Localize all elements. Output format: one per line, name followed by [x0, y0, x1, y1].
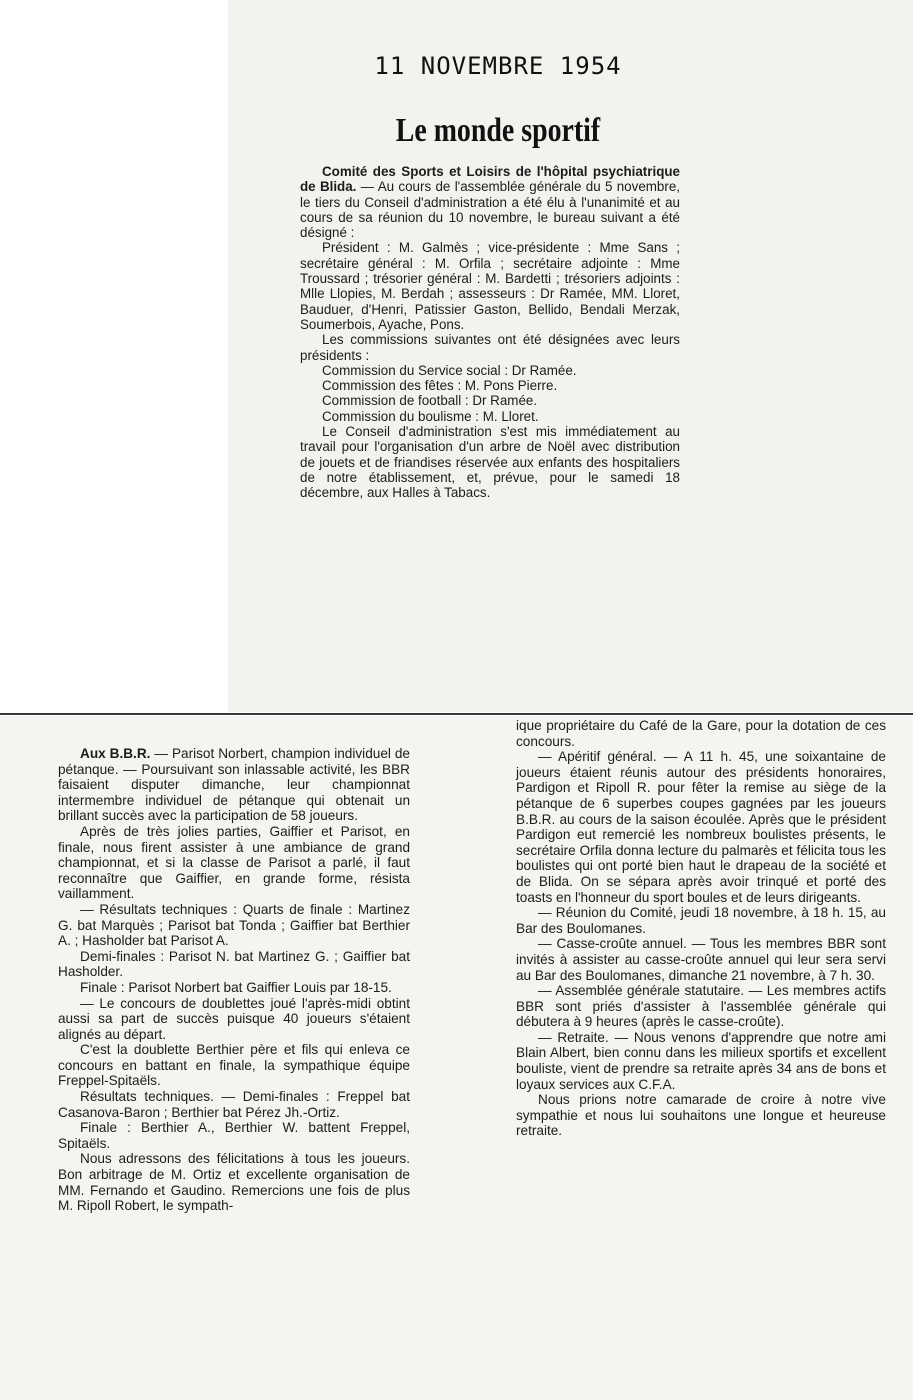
article-paragraph: Président : M. Galmès ; vice-présidente : Mme Sans ; secrétaire général : M. Orfila ; secrétaire adjointe : Mme Troussard ; trésorier général : M. Bardetti ; trésoriers adjoints : Mlle Llopies, M. Berdah ; assesseurs : Dr Ramée, MM. Lloret, Bauduer, d'Henri, Patissier Gaston, Bellido, Bendali Merzak, Soumerbois, Ayache, Pons.	[300, 240, 680, 332]
article-paragraph: Le Conseil d'administration s'est mis immédiatement au travail pour l'organisation d'un arbre de Noël avec distribution de jouets et de friandises réservée aux enfants des hospitaliers de notre établissement, et, prévue, pour le samedi 18 décembre, aux Halles à Tabacs.	[300, 424, 680, 501]
article-paragraph: Commission du boulisme : M. Lloret.	[322, 408, 539, 424]
clipping-divider	[0, 713, 913, 715]
article-column-right	[516, 718, 886, 1139]
article-paragraph: Nous prions notre camarade de croire à notre vive sympathie et nous lui souhaitons une longue et heureuse retraite.	[516, 1092, 886, 1139]
article-paragraph: — Le concours de doublettes joué l'après-midi obtint aussi sa part de succès puisque 40 joueurs s'étaient alignés au départ.	[58, 995, 410, 1042]
article-committee	[300, 164, 680, 501]
article-paragraph: — Réunion du Comité, jeudi 18 novembre, à 18 h. 15, au Bar des Boulomanes.	[516, 905, 886, 936]
section-headline: Le monde sportif	[395, 112, 601, 149]
article-paragraph: — Casse-croûte annuel. — Tous les membres BBR sont invités à assister au casse-croûte annuel qui leur sera servi au Bar des Boulomanes, dimanche 21 novembre, à 7 h. 30.	[516, 936, 886, 983]
article-paragraph: Demi-finales : Parisot N. bat Martinez G. ; Gaiffier bat Hasholder.	[58, 948, 410, 980]
article-paragraph: Nous adressons des félicitations à tous les joueurs. Bon arbitrage de M. Ortiz et excellente organisation de MM. Fernando et Gaudino. Remercions une fois de plus M. Ripoll Robert, le sympath-	[58, 1151, 410, 1214]
article-paragraph: Aux B.B.R. — Parisot Norbert, champion individuel de pétanque. — Poursuivant son inlassable activité, les BBR faisaient disputer dimanche, leur championnat intermembre individuel de pétanque qui obtenait un brillant succès avec la participation de 58 joueurs.	[58, 746, 410, 824]
article-paragraph: Finale : Parisot Norbert bat Gaiffier Louis par 18-15.	[80, 979, 392, 995]
top-clipping	[228, 0, 913, 712]
article-paragraph: Comité des Sports et Loisirs de l'hôpital psychiatrique de Blida. — Au cours de l'assemblée générale du 5 novembre, le tiers du Conseil d'administration a été élu à l'unanimité et au cours de sa réunion du 10 novembre, le bureau suivant a été désigné :	[300, 164, 681, 241]
article-paragraph: ique propriétaire du Café de la Gare, pour la dotation de ces concours.	[516, 718, 886, 749]
article-paragraph: C'est la doublette Berthier père et fils qui enleva ce concours en battant en finale, la sympathique équipe Freppel-Spitaëls.	[58, 1042, 410, 1089]
article-paragraph: — Résultats techniques : Quarts de finale : Martinez G. bat Marquès ; Parisot bat Tonda ; Gaiffier bat Berthier A. ; Hasholder bat Parisot A.	[58, 901, 410, 949]
article-paragraph: Les commissions suivantes ont été désignées avec leurs présidents :	[300, 332, 680, 363]
article-lead: Aux B.B.R.	[80, 746, 151, 761]
article-lead: Comité des Sports et Loisirs de l'hôpital psychiatrique de Blida.	[300, 164, 680, 195]
article-paragraph: — Apéritif général. — A 11 h. 45, une soixantaine de joueurs étaient réunis autour des présidents honoraires, Pardigon et Ripoll R. pour fêter la remise au siège de la pétanque de 6 superbes coupes gagnées par les joueurs B.B.R. au cours de la saison écoulée. Après que le président Pardigon eut remercié les nombreux boulistes présents, le secrétaire Orfila donna lecture du palmarès et félicita tous les boulistes qui ont porté bien haut le drapeau de la société et de Blida. On se sépara après avoir trinqué et porté des toasts en l'honneur du sport boules et de leurs dirigeants.	[516, 749, 886, 905]
article-column-left	[58, 746, 410, 1214]
article-paragraph: Commission du Service social : Dr Ramée.	[322, 362, 577, 378]
bottom-clipping	[0, 716, 913, 1400]
article-paragraph: Après de très jolies parties, Gaiffier et Parisot, en finale, nous firent assister à une ambiance de grand championnat, et si la classe de Parisot a parlé, il faut reconnaître que Gaiffier, en grande forme, résista vaillamment.	[58, 823, 410, 902]
article-paragraph: — Assemblée générale statutaire. — Les membres actifs BBR sont priés d'assister à l'assemblée générale qui débutera à 9 heures (après le casse-croûte).	[516, 983, 886, 1030]
article-paragraph: Résultats techniques. — Demi-finales : Freppel bat Casanova-Baron ; Berthier bat Pérez Jh.-Ortiz.	[58, 1089, 410, 1120]
article-paragraph: Finale : Berthier A., Berthier W. battent Freppel, Spitaëls.	[58, 1120, 410, 1151]
article-paragraph: Commission de football : Dr Ramée.	[322, 393, 538, 409]
article-paragraph: — Retraite. — Nous venons d'apprendre que notre ami Blain Albert, bien connu dans les milieux sportifs et excellent bouliste, vient de prendre sa retraite après 34 ans de bons et loyaux services aux C.F.A.	[516, 1029, 886, 1092]
issue-date: 11 NOVEMBRE 1954	[374, 52, 622, 80]
article-paragraph: Commission des fêtes : M. Pons Pierre.	[322, 378, 558, 394]
